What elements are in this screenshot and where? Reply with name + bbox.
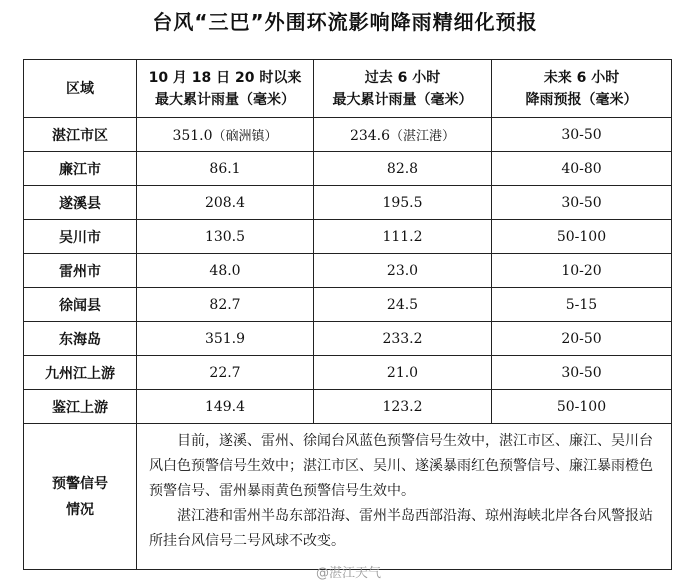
- warning-status-label: [24, 424, 137, 570]
- forecast-cell: 50-100: [492, 220, 672, 254]
- rainfall-forecast-table: [23, 59, 672, 570]
- region-cell: 徐闻县: [24, 288, 137, 322]
- since-cell: 48.0: [137, 254, 314, 288]
- forecast-cell: 10-20: [492, 254, 672, 288]
- since-cell: 22.7: [137, 356, 314, 390]
- past6-cell: 123.2: [314, 390, 492, 424]
- past6-cell: 21.0: [314, 356, 492, 390]
- table-row: [24, 254, 672, 288]
- table-row: [24, 288, 672, 322]
- table-row: [24, 152, 672, 186]
- header-next-line1: 未来 6 小时: [543, 69, 620, 86]
- past6-cell: 233.2: [314, 322, 492, 356]
- past6-cell: 24.5: [314, 288, 492, 322]
- forecast-cell: 20-50: [492, 322, 672, 356]
- since-cell: 351.9: [137, 322, 314, 356]
- table-row: [24, 322, 672, 356]
- header-next-6h: [492, 60, 672, 118]
- header-past-line2: 最大累计雨量（毫米）: [332, 91, 473, 108]
- warning-status-paragraph-1: 目前，遂溪、雷州、徐闻台风蓝色预警信号生效中，湛江市区、廉江、吴川台风白色预警信号生效中；湛江市区、吴川、遂溪暴雨红色预警信号、廉江暴雨橙色预警信号、雷州暴雨黄色预警信号生效中。: [149, 433, 653, 499]
- watermark: @湛江天气: [316, 566, 382, 581]
- past6-location: （湛江港）: [390, 129, 456, 144]
- since-value: 351.0: [172, 128, 213, 144]
- forecast-cell: 30-50: [492, 186, 672, 220]
- region-cell: 遂溪县: [24, 186, 137, 220]
- region-cell: 九州江上游: [24, 356, 137, 390]
- since-cell: 208.4: [137, 186, 314, 220]
- table-row: [24, 186, 672, 220]
- since-location: （硇洲镇）: [212, 129, 278, 144]
- forecast-cell: 5-15: [492, 288, 672, 322]
- header-region-label: 区域: [66, 80, 94, 97]
- since-cell: 130.5: [137, 220, 314, 254]
- table-row: [24, 390, 672, 424]
- past6-cell: 82.8: [314, 152, 492, 186]
- forecast-cell: 50-100: [492, 390, 672, 424]
- table-row: [24, 118, 672, 152]
- header-since-line1: 10 月 18 日 20 时以来: [148, 69, 302, 86]
- header-region: [24, 60, 137, 118]
- region-cell: 雷州市: [24, 254, 137, 288]
- forecast-cell: 30-50: [492, 118, 672, 152]
- warning-status-label-line1: 预警信号: [52, 475, 108, 492]
- table-row: [24, 356, 672, 390]
- past6-cell: 195.5: [314, 186, 492, 220]
- since-cell: 149.4: [137, 390, 314, 424]
- since-cell: 86.1: [137, 152, 314, 186]
- header-past-6h: [314, 60, 492, 118]
- header-since-line2: 最大累计雨量（毫米）: [155, 91, 295, 108]
- past6-cell: 111.2: [314, 220, 492, 254]
- past6-cell: [314, 118, 492, 152]
- since-cell: [137, 118, 314, 152]
- header-since-oct18: [137, 60, 314, 118]
- warning-status-paragraph-2: 湛江港和雷州半岛东部沿海、雷州半岛西部沿海、琼州海峡北岸各台风警报站所挂台风信号二号风球不改变。: [149, 508, 653, 549]
- past6-cell: 23.0: [314, 254, 492, 288]
- region-cell: 湛江市区: [24, 118, 137, 152]
- region-cell: 东海岛: [24, 322, 137, 356]
- page-title: 台风“三巴”外围环流影响降雨精细化预报: [152, 10, 538, 34]
- region-cell: 廉江市: [24, 152, 137, 186]
- forecast-cell: 40-80: [492, 152, 672, 186]
- past6-value: 234.6: [349, 128, 391, 144]
- warning-status-label-line2: 情况: [66, 501, 94, 518]
- header-past-line1: 过去 6 小时: [364, 69, 441, 86]
- table-row: [24, 220, 672, 254]
- warning-status-text: [137, 424, 672, 570]
- warning-status-row: [24, 424, 672, 570]
- since-cell: 82.7: [137, 288, 314, 322]
- region-cell: 吴川市: [24, 220, 137, 254]
- table-header-row: [24, 60, 672, 118]
- region-cell: 鉴江上游: [24, 390, 137, 424]
- header-next-line2: 降雨预报（毫米）: [525, 91, 638, 108]
- forecast-cell: 30-50: [492, 356, 672, 390]
